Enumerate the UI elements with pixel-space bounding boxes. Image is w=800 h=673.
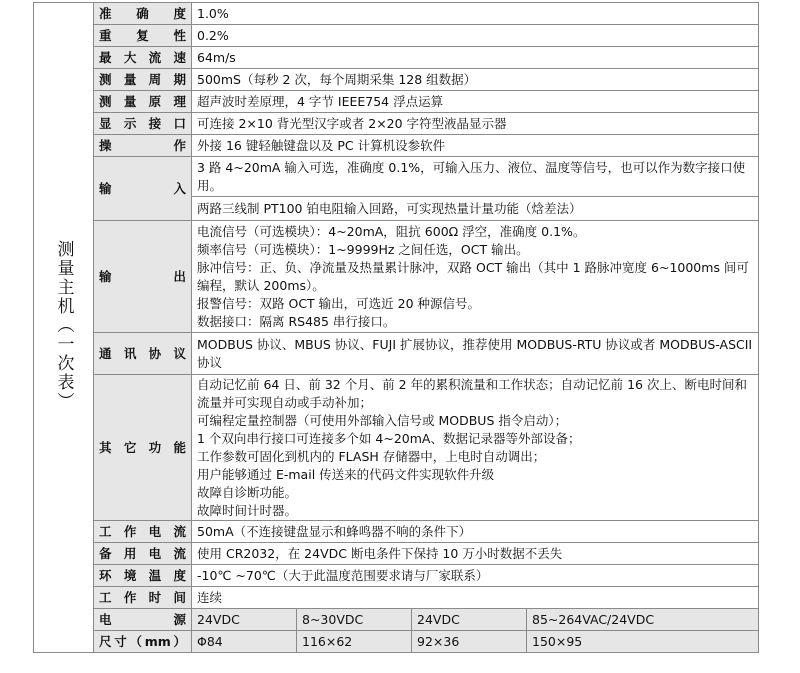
value-principle: 超声波时差原理，4 字节 IEEE754 浮点运算: [192, 91, 759, 113]
size-value: 92×36: [412, 631, 527, 653]
label-backup-current: 备用电流: [94, 543, 192, 565]
label-comm: 通讯协议: [94, 333, 192, 375]
label-principle: 测量原理: [94, 91, 192, 113]
value-comm: MODBUS 协议、MBUS 协议、FUJI 扩展协议，推荐使用 MODBUS-RTU 协议或者 MODBUS-ASCII 协议: [192, 333, 759, 375]
row-input-1: [34, 157, 759, 197]
value-measure-period: 500mS（每秒 2 次，每个周期采集 128 组数据）: [192, 69, 759, 91]
label-ambient-temp: 环境温度: [94, 565, 192, 587]
power-value: 24VDC: [412, 609, 527, 631]
row-work-time: [34, 587, 759, 609]
row-ambient-temp: [34, 565, 759, 587]
value-backup-current: 使用 CR2032，在 24VDC 断电条件下保持 10 万小时数据不丢失: [192, 543, 759, 565]
row-other: [34, 375, 759, 521]
row-max-velocity: [34, 47, 759, 69]
side-label: 测量主机（一次表）: [53, 239, 74, 411]
row-work-current: [34, 521, 759, 543]
label-measure-period: 测量周期: [94, 69, 192, 91]
spec-sheet: [33, 2, 758, 670]
value-display-interface: 可连接 2×10 背光型汉字或者 2×20 字符型液晶显示器: [192, 113, 759, 135]
label-work-time: 工作时间: [94, 587, 192, 609]
label-input: 输入: [94, 157, 192, 221]
label-work-current: 工作电流: [94, 521, 192, 543]
row-measure-period: [34, 69, 759, 91]
label-size: 尺寸（mm）: [94, 631, 192, 653]
value-work-time: 连续: [192, 587, 759, 609]
power-value: 8~30VDC: [297, 609, 412, 631]
value-ambient-temp: -10℃ ~70℃（大于此温度范围要求请与厂家联系）: [192, 565, 759, 587]
value-other: 自动记忆前 64 日、前 32 个月、前 2 年的累积流量和工作状态；自动记忆前 16 次上、断电时间和流量并可实现自动或手动补加； 可编程定量控制器（可使用外部输入信号或 MODBUS 指令启动）； 1 个双向串行接口可连接多个如 4~20mA、数据记录器等外部设备； 工作参数可固化到机内的 FLASH 存储器中，上电时自动调出； 用户能够通过 E-mail 传送来的代码文件实现软件升级 故障自诊断功能。 故障时间计时器。: [192, 375, 759, 521]
value-output: 电流信号（可选模块）：4~20mA，阻抗 600Ω 浮空，准确度 0.1%。 频率信号（可选模块）：1~9999Hz 之间任选，OCT 输出。 脉冲信号：正、负、净流量及热量累计脉冲，双路 OCT 输出（其中 1 路脉冲宽度 6~1000ms 间可编程，默认 200ms）。 报警信号：双路 OCT 输出，可选近 20 种源信号。 数据接口：隔离 RS485 串行接口。: [192, 221, 759, 333]
size-value: 150×95: [527, 631, 759, 653]
label-operation: 操作: [94, 135, 192, 157]
label-other: 其它功能: [94, 375, 192, 521]
row-principle: [34, 91, 759, 113]
value-input-analog: 3 路 4~20mA 输入可选，准确度 0.1%，可输入压力、液位、温度等信号，也可以作为数字接口使用。: [192, 157, 759, 197]
side-label-cell: [34, 3, 94, 653]
row-display-interface: [34, 113, 759, 135]
label-power: 电 源: [94, 609, 192, 631]
value-work-current: 50mA（不连接键盘显示和蜂鸣器不响的条件下）: [192, 521, 759, 543]
size-value: 116×62: [297, 631, 412, 653]
spec-table: [33, 2, 759, 653]
row-size: [34, 631, 759, 653]
value-input-pt100: 两路三线制 PT100 铂电阻输入回路，可实现热量计量功能（焓差法）: [192, 197, 759, 221]
label-repeatability: 重复性: [94, 25, 192, 47]
power-value: 85~264VAC/24VDC: [527, 609, 759, 631]
label-output: 输出: [94, 221, 192, 333]
row-operation: [34, 135, 759, 157]
row-backup-current: [34, 543, 759, 565]
size-value: Φ84: [192, 631, 297, 653]
label-display-interface: 显示接口: [94, 113, 192, 135]
row-repeatability: [34, 25, 759, 47]
row-power: [34, 609, 759, 631]
value-max-velocity: 64m/s: [192, 47, 759, 69]
label-max-velocity: 最大流速: [94, 47, 192, 69]
value-repeatability: 0.2%: [192, 25, 759, 47]
row-comm: [34, 333, 759, 375]
row-output: [34, 221, 759, 333]
value-operation: 外接 16 键轻触键盘以及 PC 计算机设参软件: [192, 135, 759, 157]
row-accuracy: [34, 3, 759, 25]
label-accuracy: 准确度: [94, 3, 192, 25]
power-value: 24VDC: [192, 609, 297, 631]
value-accuracy: 1.0%: [192, 3, 759, 25]
